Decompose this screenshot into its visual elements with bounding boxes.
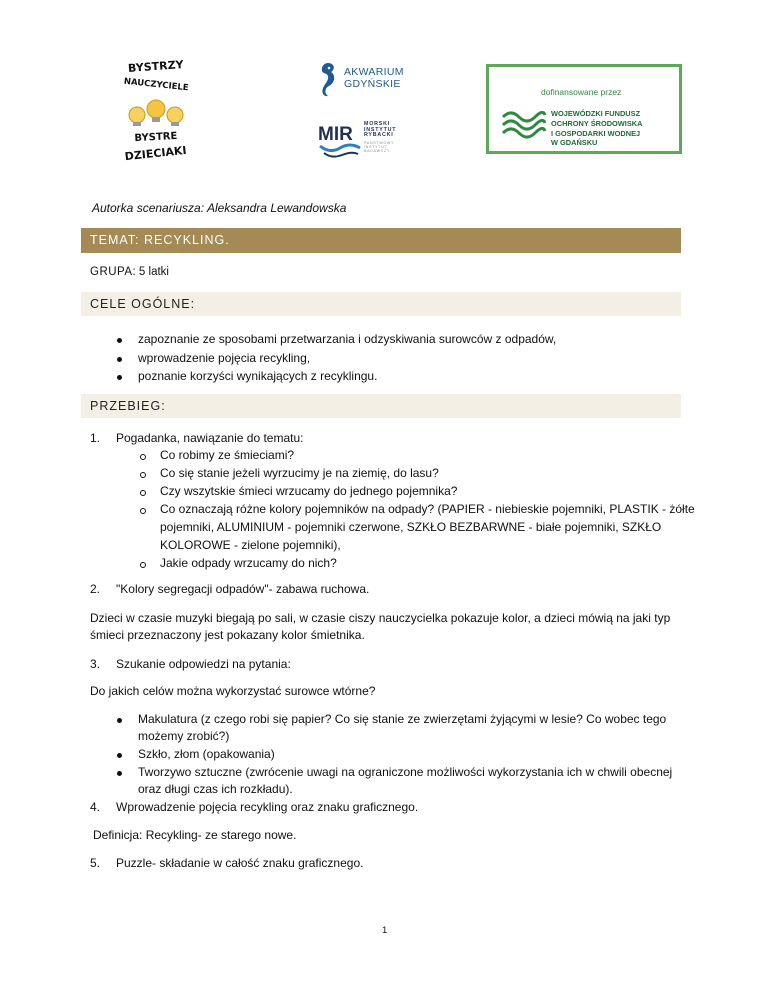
- mir-sub1: PAŃSTWOWY: [364, 141, 395, 145]
- mir-line1: MORSKI: [364, 121, 390, 127]
- step-text: Wprowadzenie pojęcia recykling oraz znaku graficznego.: [116, 800, 419, 814]
- sub-item: Co oznaczają różne kolory pojemników na odpady? (PAPIER - niebieskie pojemniki, PLASTIK - żółte: [160, 502, 695, 516]
- logo-text-dzieciaki: DZIECIAKI: [124, 143, 188, 164]
- topic-header: TEMAT: RECYKLING.: [81, 228, 681, 253]
- wfos-top-text: dofinansowane przez: [541, 87, 622, 97]
- wfos-waves-icon: [501, 107, 547, 141]
- bullet-icon: [117, 718, 122, 723]
- bullet-icon: [117, 375, 122, 380]
- goal-item: poznanie korzyści wynikających z recyklingu.: [138, 369, 378, 383]
- bulb-icon: [129, 100, 183, 126]
- circle-bullet-icon: [140, 454, 146, 460]
- page-number: 1: [382, 925, 388, 936]
- circle-bullet-icon: [140, 562, 146, 568]
- mir-sub2: INSTYTUT: [364, 145, 388, 149]
- definition-line: Definicja: Recykling- ze starego nowe.: [93, 828, 297, 842]
- step-number: 1.: [90, 431, 101, 445]
- step-text: Puzzle- składanie w całość znaku graficznego.: [116, 856, 364, 870]
- wfos-line2: OCHRONY ŚRODOWISKA: [551, 118, 643, 128]
- wfos-line4: W GDAŃSKU: [551, 138, 598, 148]
- question-line: Do jakich celów można wykorzystać surowce wtórne?: [90, 684, 376, 698]
- wfos-line1: WOJEWÓDZKI FUNDUSZ: [551, 109, 641, 118]
- akwarium-gdynskie-logo: [316, 58, 406, 102]
- group-value: : 5 latki: [132, 266, 169, 278]
- sub-item: Co robimy ze śmieciami?: [160, 448, 295, 462]
- step-number: 4.: [90, 800, 101, 814]
- logo-text-bystre: BYSTRE: [134, 130, 178, 145]
- mir-line2: INSTYTUT: [364, 126, 397, 133]
- step-number: 2.: [90, 582, 101, 596]
- sub-item-continued: KOLOROWE - zielone pojemniki),: [160, 538, 341, 552]
- group-line: [90, 266, 169, 278]
- answer-item: Makulatura (z czego robi się papier? Co się stanie ze zwierzętami żyjącymi w lesie? Co wobec tego: [138, 712, 667, 726]
- paragraph-line: śmieci przeznaczony jest pokazany kolor śmietnika.: [90, 628, 365, 642]
- goal-item: zapoznanie ze sposobami przetwarzania i odzyskiwania surowców z odpadów,: [138, 332, 557, 346]
- mir-mark-text: MIR: [318, 124, 353, 145]
- sub-item-continued: pojemniki, ALUMINIUM - pojemniki czerwone, SZKŁO BEZBARWNE - białe pojemniki, SZKŁO: [160, 520, 662, 534]
- circle-bullet-icon: [140, 472, 146, 478]
- goal-item: wprowadzenie pojęcia recykling,: [138, 351, 311, 365]
- procedure-heading: PRZEBIEG:: [81, 394, 681, 418]
- mir-line3: RYBACKI: [364, 132, 394, 139]
- circle-bullet-icon: [140, 508, 146, 514]
- answer-item-continued: oraz długi czas ich rozkładu).: [138, 782, 293, 796]
- sub-item: Co się stanie jeżeli wyrzucimy je na ziemię, do lasu?: [160, 466, 439, 480]
- mir-mark-icon: [318, 118, 362, 162]
- akwarium-line2: GDYŃSKIE: [344, 78, 401, 90]
- circle-bullet-icon: [140, 490, 146, 496]
- step-text: Pogadanka, nawiązanie do tematu:: [116, 431, 304, 445]
- bystrzy-nauczyciele-logo: [113, 54, 199, 166]
- wfos-logo: [486, 64, 682, 154]
- answer-item: Szkło, złom (opakowania): [138, 747, 275, 761]
- sub-item: Jakie odpady wrzucamy do nich?: [160, 556, 337, 570]
- answer-item: Tworzywo sztuczne (zwrócenie uwagi na ograniczone możliwości wykorzystania ich w chwili obecnej: [138, 765, 673, 779]
- bullet-icon: [117, 338, 122, 343]
- bullet-icon: [117, 753, 122, 758]
- akwarium-line1: AKWARIUM: [344, 66, 404, 78]
- seahorse-icon: [316, 60, 340, 100]
- step-number: 3.: [90, 657, 101, 671]
- mir-sub3: BADAWCZY: [364, 149, 391, 153]
- goals-heading: CELE OGÓLNE:: [81, 292, 681, 316]
- answer-item-continued: możemy zrobić?): [138, 729, 230, 743]
- logo-text-bystrzy: BYSTRZY: [127, 58, 184, 75]
- group-label: GRUPA: [90, 266, 133, 278]
- bullet-icon: [117, 357, 122, 362]
- wfos-line3: I GOSPODARKI WODNEJ: [551, 128, 641, 138]
- sub-item: Czy wszytskie śmieci wrzucamy do jednego pojemnika?: [160, 484, 458, 498]
- paragraph-line: Dzieci w czasie muzyki biegają po sali, w czasie ciszy nauczycielka pokazuje kolor, a dzieci mówią na jaki typ: [90, 611, 671, 625]
- step-number: 5.: [90, 856, 101, 870]
- logo-text-nauczyciele: NAUCZYCIELE: [123, 76, 190, 94]
- mir-logo: [318, 118, 413, 162]
- bullet-icon: [117, 771, 122, 776]
- author-line: Autorka scenariusza: Aleksandra Lewandowska: [92, 201, 347, 215]
- step-text: Szukanie odpowiedzi na pytania:: [116, 657, 291, 671]
- step-text: "Kolory segregacji odpadów"- zabawa ruchowa.: [116, 582, 370, 596]
